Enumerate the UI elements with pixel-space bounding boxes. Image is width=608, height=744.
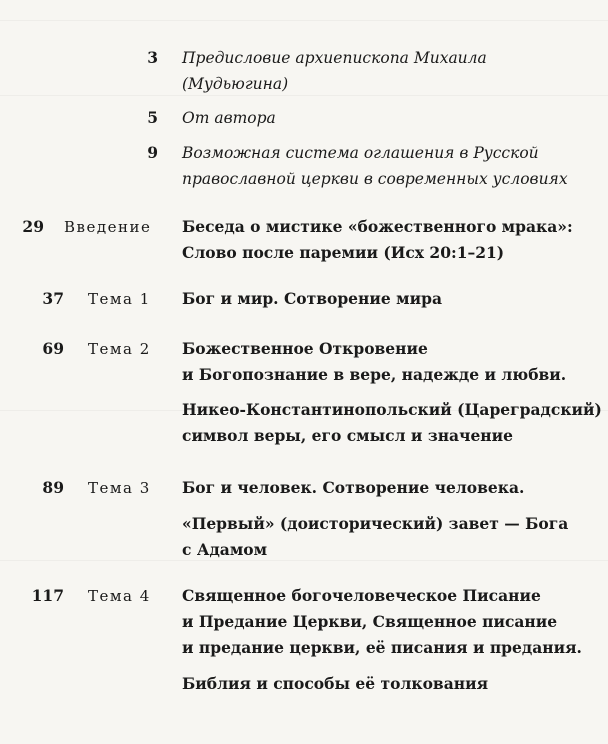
toc-page-number: 37 (42, 289, 64, 308)
toc-title-line: Возможная система оглашения в Русской (182, 144, 539, 162)
toc-title-line: Никео-Константинопольский (Цареградский) (182, 400, 602, 419)
toc-title-line: Священное богочеловеческое Писание (182, 586, 541, 605)
toc-entry-title (182, 140, 582, 192)
toc-entry-title (182, 671, 582, 697)
toc-title-line: Бог и человек. Сотворение человека. (182, 478, 525, 497)
toc-title-line: «Первый» (доисторический) завет — Бога (182, 514, 569, 533)
toc-entry-title (182, 511, 582, 563)
toc-title-line: Бог и мир. Сотворение мира (182, 289, 442, 308)
toc-title-line: (Мудьюгина) (182, 75, 289, 93)
toc-section-label: Тема 1 (88, 290, 151, 308)
toc-section-label: Тема 3 (88, 479, 151, 497)
toc-page-number: 29 (22, 217, 44, 236)
toc-entry-title (182, 336, 582, 388)
toc-entry-title (182, 583, 582, 661)
toc-title-line: и Богопознание в вере, надежде и любви. (182, 365, 567, 384)
toc-page-number: 117 (31, 586, 64, 605)
toc-page-number: 9 (147, 143, 158, 162)
toc-section-label: Тема 4 (88, 587, 151, 605)
toc-entry-title (182, 475, 582, 501)
toc-title-line: Беседа о мистике «божественного мрака»: (182, 217, 573, 236)
toc-title-line: православной церкви в современных условиях (182, 170, 568, 188)
toc-title-line: и предание церкви, её писания и предания. (182, 638, 582, 657)
bleed-through-line (0, 20, 608, 21)
toc-title-line: Предисловие архиепископа Михаила (182, 49, 487, 67)
toc-title-line: с Адамом (182, 540, 268, 559)
toc-entry-title (182, 105, 582, 131)
toc-section-label: Введение (64, 218, 152, 236)
toc-title-line: Слово после паремии (Исх 20:1–21) (182, 243, 505, 262)
toc-page-number: 3 (147, 48, 158, 67)
toc-entry-title (182, 214, 582, 266)
toc-entry-title (182, 45, 582, 97)
toc-page-number: 89 (42, 478, 64, 497)
toc-page-number: 5 (147, 108, 158, 127)
toc-entry-title (182, 286, 582, 312)
toc-title-line: символ веры, его смысл и значение (182, 426, 514, 445)
toc-entry-title (182, 397, 602, 449)
toc-title-line: Библия и способы её толкования (182, 674, 489, 693)
toc-title-line: От автора (182, 109, 276, 127)
toc-section-label: Тема 2 (88, 340, 151, 358)
toc-title-line: Божественное Откровение (182, 339, 428, 358)
toc-title-line: и Предание Церкви, Священное писание (182, 612, 558, 631)
toc-page-number: 69 (42, 339, 64, 358)
